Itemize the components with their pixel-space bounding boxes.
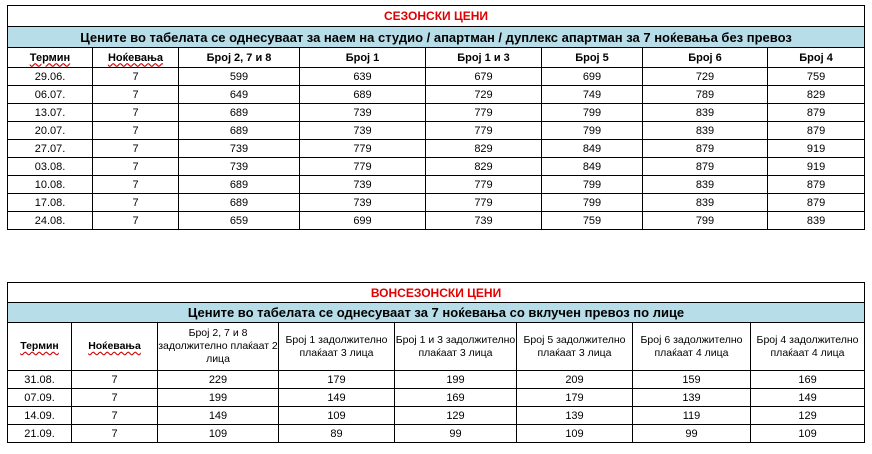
price-cell: 689 (300, 86, 426, 104)
price-cell: 749 (542, 86, 643, 104)
column-header (643, 48, 768, 68)
price-cell: 779 (426, 194, 542, 212)
price-cell: 109 (517, 425, 633, 443)
date-cell: 29.06. (8, 68, 93, 86)
column-header-label: Број 5 задолжително плаќаат 3 лица (523, 333, 626, 359)
table-row (8, 104, 865, 122)
column-header (72, 323, 158, 371)
column-header-label: Број 4 задолжително плаќаат 4 лица (756, 333, 859, 359)
price-cell: 169 (751, 371, 865, 389)
nights-cell: 7 (93, 158, 179, 176)
price-cell: 659 (179, 212, 300, 230)
price-cell: 779 (300, 140, 426, 158)
offseason-rows (8, 371, 865, 443)
price-cell: 799 (542, 176, 643, 194)
price-cell: 779 (300, 158, 426, 176)
nights-cell: 7 (93, 104, 179, 122)
price-cell: 599 (179, 68, 300, 86)
nights-cell: 7 (93, 86, 179, 104)
price-cell: 649 (179, 86, 300, 104)
price-cell: 839 (768, 212, 865, 230)
price-cell: 789 (643, 86, 768, 104)
table-row (8, 407, 865, 425)
price-cell: 229 (158, 371, 279, 389)
price-cell: 109 (751, 425, 865, 443)
price-cell: 99 (395, 425, 517, 443)
column-header-label: Број 4 (799, 51, 833, 64)
column-header (517, 323, 633, 371)
price-cell: 849 (542, 140, 643, 158)
nights-cell: 7 (72, 425, 158, 443)
column-header (8, 323, 72, 371)
date-cell: 10.08. (8, 176, 93, 194)
offseason-prices-table (7, 282, 865, 443)
table-row (8, 86, 865, 104)
nights-cell: 7 (93, 122, 179, 140)
column-header-label: Број 6 задолжително плаќаат 4 лица (640, 333, 743, 359)
nights-cell: 7 (93, 176, 179, 194)
price-cell: 739 (300, 176, 426, 194)
price-cell: 639 (300, 68, 426, 86)
column-header (300, 48, 426, 68)
price-cell: 729 (643, 68, 768, 86)
offseason-title: ВОНСЕЗОНСКИ ЦЕНИ (8, 283, 865, 303)
price-cell: 689 (179, 104, 300, 122)
column-header (768, 48, 865, 68)
price-cell: 799 (643, 212, 768, 230)
price-cell: 879 (768, 122, 865, 140)
price-cell: 839 (643, 176, 768, 194)
price-cell: 739 (300, 194, 426, 212)
price-cell: 919 (768, 158, 865, 176)
price-cell: 839 (643, 194, 768, 212)
column-header (179, 48, 300, 68)
column-header (426, 48, 542, 68)
column-header-label: Број 1 и 3 (457, 51, 510, 64)
date-cell: 24.08. (8, 212, 93, 230)
table-row (8, 122, 865, 140)
price-cell: 129 (395, 407, 517, 425)
price-cell: 879 (643, 158, 768, 176)
column-header (542, 48, 643, 68)
date-cell: 17.08. (8, 194, 93, 212)
price-cell: 159 (633, 371, 751, 389)
price-cell: 919 (768, 140, 865, 158)
date-cell: 27.07. (8, 140, 93, 158)
price-cell: 179 (279, 371, 395, 389)
nights-cell: 7 (72, 407, 158, 425)
column-header (279, 323, 395, 371)
price-cell: 689 (179, 194, 300, 212)
price-cell: 149 (158, 407, 279, 425)
price-cell: 879 (643, 140, 768, 158)
price-cell: 799 (542, 122, 643, 140)
price-cell: 169 (395, 389, 517, 407)
column-header-label: Број 2, 7 и 8 задолжително плаќаат 2 лица (158, 327, 278, 365)
date-cell: 03.08. (8, 158, 93, 176)
price-cell: 109 (279, 407, 395, 425)
date-cell: 14.09. (8, 407, 72, 425)
price-cell: 689 (179, 122, 300, 140)
header-row (8, 48, 865, 68)
column-header-label: Број 6 (688, 51, 722, 64)
price-cell: 99 (633, 425, 751, 443)
price-cell: 199 (158, 389, 279, 407)
price-cell: 139 (633, 389, 751, 407)
table-row (8, 371, 865, 389)
price-cell: 879 (768, 176, 865, 194)
nights-cell: 7 (72, 371, 158, 389)
price-cell: 129 (751, 407, 865, 425)
price-cell: 799 (542, 104, 643, 122)
nights-cell: 7 (93, 140, 179, 158)
price-cell: 829 (426, 140, 542, 158)
nights-cell: 7 (93, 68, 179, 86)
column-header-label: Број 2, 7 и 8 (206, 51, 272, 64)
table-row (8, 389, 865, 407)
seasonal-subtitle: Цените во табелата се однесуваат за наем на студио / апартман / дуплекс апартман за 7 ноќевања без превоз (8, 27, 865, 48)
price-cell: 729 (426, 86, 542, 104)
date-cell: 31.08. (8, 371, 72, 389)
seasonal-title: СЕЗОНСКИ ЦЕНИ (8, 6, 865, 27)
table-row (8, 140, 865, 158)
price-cell: 109 (158, 425, 279, 443)
table-row (8, 212, 865, 230)
price-cell: 829 (426, 158, 542, 176)
column-header-label: Број 1 и 3 задолжително плаќаат 3 лица (395, 333, 516, 359)
price-cell: 759 (768, 68, 865, 86)
column-header (93, 48, 179, 68)
price-cell: 89 (279, 425, 395, 443)
table-row (8, 194, 865, 212)
price-cell: 699 (542, 68, 643, 86)
price-cell: 739 (426, 212, 542, 230)
price-cell: 199 (395, 371, 517, 389)
nights-cell: 7 (93, 194, 179, 212)
price-cell: 779 (426, 176, 542, 194)
price-cell: 839 (643, 104, 768, 122)
column-header-label: Термин (20, 340, 59, 352)
date-cell: 13.07. (8, 104, 93, 122)
table-row (8, 176, 865, 194)
date-cell: 07.09. (8, 389, 72, 407)
table-row (8, 158, 865, 176)
price-cell: 739 (300, 104, 426, 122)
header-row (8, 323, 865, 371)
date-cell: 06.07. (8, 86, 93, 104)
column-header-label: Број 1 задолжително плаќаат 3 лица (285, 333, 388, 359)
price-cell: 209 (517, 371, 633, 389)
price-cell: 849 (542, 158, 643, 176)
nights-cell: 7 (72, 389, 158, 407)
price-cell: 799 (542, 194, 643, 212)
date-cell: 20.07. (8, 122, 93, 140)
price-cell: 149 (751, 389, 865, 407)
column-header (158, 323, 279, 371)
column-header (751, 323, 865, 371)
price-cell: 149 (279, 389, 395, 407)
column-header (8, 48, 93, 68)
price-cell: 689 (179, 176, 300, 194)
price-cell: 779 (426, 104, 542, 122)
column-header-label: Ноќевања (107, 51, 164, 64)
offseason-subtitle: Цените во табелата се однесуваат за 7 ноќевања со вклучен превоз по лице (8, 303, 865, 323)
column-header-label: Број 5 (575, 51, 609, 64)
price-cell: 739 (179, 140, 300, 158)
column-header-label: Термин (29, 51, 71, 64)
price-cell: 739 (179, 158, 300, 176)
column-header (633, 323, 751, 371)
price-cell: 179 (517, 389, 633, 407)
column-header-label: Број 1 (345, 51, 380, 64)
price-cell: 879 (768, 194, 865, 212)
price-cell: 779 (426, 122, 542, 140)
price-cell: 739 (300, 122, 426, 140)
seasonal-rows (8, 68, 865, 230)
table-row (8, 425, 865, 443)
nights-cell: 7 (93, 212, 179, 230)
seasonal-prices-table (7, 5, 865, 230)
price-cell: 139 (517, 407, 633, 425)
date-cell: 21.09. (8, 425, 72, 443)
price-cell: 829 (768, 86, 865, 104)
price-cell: 879 (768, 104, 865, 122)
price-cell: 699 (300, 212, 426, 230)
price-cell: 679 (426, 68, 542, 86)
price-cell: 759 (542, 212, 643, 230)
price-cell: 839 (643, 122, 768, 140)
table-row (8, 68, 865, 86)
price-cell: 119 (633, 407, 751, 425)
column-header (395, 323, 517, 371)
column-header-label: Ноќевања (88, 340, 141, 352)
